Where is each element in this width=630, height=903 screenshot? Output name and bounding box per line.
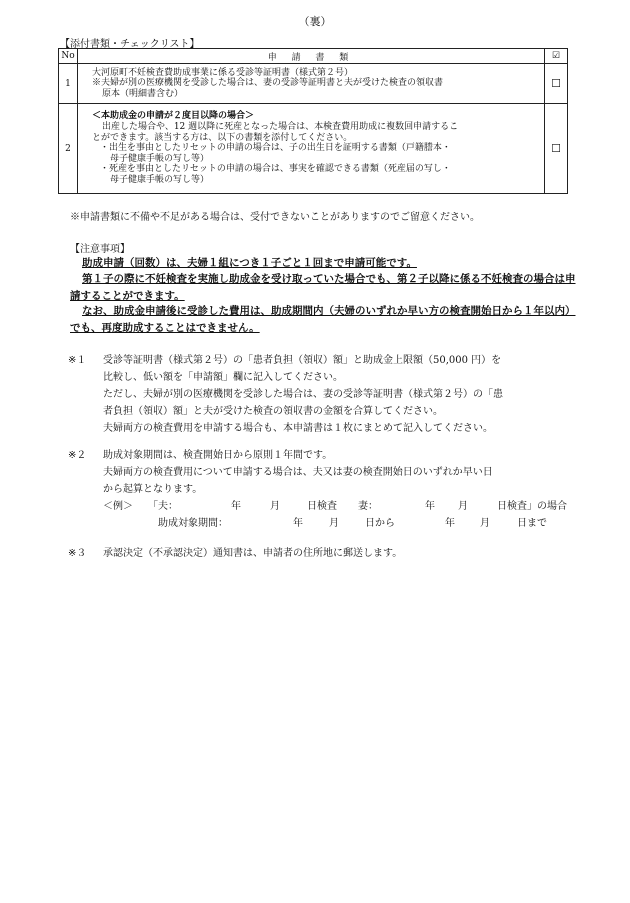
example-line-1 <box>103 498 578 515</box>
row-checkbox[interactable]: ☐ <box>545 64 568 104</box>
row-line: 出産した場合や、12 週以降に死産となった場合は、本検査費用助成に複数回申請するこ <box>102 121 459 132</box>
row-line: ・死産を事由としたリセットの申請の場合は、事実を確認できる書類（死産届の写し・ <box>100 164 451 175</box>
example-text: 日検査 <box>307 501 337 512</box>
row-line: 母子健康手帳の写し等） <box>110 153 210 164</box>
note-body <box>103 545 578 562</box>
note-line: 夫婦両方の検査費用を申請する場合も、本申請書は１枚にまとめて記入してください。 <box>103 423 493 434</box>
example-text: 月 <box>329 518 339 529</box>
note-mark: ※１ <box>68 355 87 366</box>
example-text: 日検査」の場合 <box>497 501 567 512</box>
example-text: 年 <box>293 518 303 529</box>
note-section-2 <box>68 447 578 532</box>
note-line: 者負担（領収）額」と夫が受けた検査の領収書の金額を合算してください。 <box>103 406 443 417</box>
row-content <box>78 104 545 194</box>
checklist-header-row <box>59 49 568 64</box>
note-line: 承認決定（不承認決定）通知書は、申請者の住所地に郵送します。 <box>103 548 403 559</box>
header-check-icon: ☑ <box>545 49 568 64</box>
example-text: 「夫： <box>148 501 178 512</box>
header-no: No <box>59 49 78 64</box>
checklist-title: 【添付書類・チェックリスト】 <box>60 39 200 50</box>
notes-heading: 【注意事項】 <box>70 244 130 255</box>
row-line: 大河原町不妊検査費助成事業に係る受診等証明書（様式第２号） <box>92 67 354 78</box>
row-checkbox[interactable]: ☐ <box>545 104 568 194</box>
checklist-table <box>58 48 568 194</box>
row-no: 2 <box>59 104 78 194</box>
example-text: 助成対象期間： <box>158 518 228 529</box>
warning-line: 助成申請（回数）は、夫婦１組につき１子ごと１回まで申請可能です。 <box>82 257 417 269</box>
example-line-2 <box>103 515 578 532</box>
example-text: 年 <box>445 518 455 529</box>
page-side-label: （裏） <box>298 15 332 28</box>
warning-line: なお、助成金申請後に受診した費用は、助成期間内（夫婦のいずれか早い方の検査開始日から１年以内）でも、再度助成することはできません。 <box>70 305 576 334</box>
table-row <box>59 64 568 104</box>
row-line: とができます。該当する方は、以下の書類を添付してください。 <box>92 132 353 143</box>
row-no: 1 <box>59 64 78 104</box>
example-text: 日から <box>365 518 395 529</box>
row-line: ・出生を事由としたリセットの申請の場合は、子の出生日を証明する書類（戸籍謄本・ <box>100 143 451 154</box>
row-line: 原本（明細書含む） <box>102 88 184 99</box>
row-heading: ＜本助成金の申請が２度目以降の場合＞ <box>92 111 255 122</box>
example-text: 妻： <box>358 501 378 512</box>
note-line: 夫婦両方の検査費用について申請する場合は、夫又は妻の検査開始日のいずれか早い日 <box>103 467 493 478</box>
header-documents: 申 請 書 類 <box>78 49 545 64</box>
note-section-1 <box>68 352 578 437</box>
example-label: ＜例＞ <box>103 501 133 512</box>
example-text: 月 <box>458 501 468 512</box>
note-line: ただし、夫婦が別の医療機関を受診した場合は、妻の受診等証明書（様式第２号）の「患 <box>103 389 503 400</box>
checklist-note: ※申請書類に不備や不足がある場合は、受付できないことがありますのでご留意ください。 <box>70 212 480 223</box>
warning-line: 第１子の際に不妊検査を実施し助成金を受け取っていた場合でも、第２子以降に係る不妊検査の場合は申請することができます。 <box>70 273 576 302</box>
row-line: ※夫婦が別の医療機関を受診した場合は、妻の受診等証明書と夫が受けた検査の領収書 <box>92 78 444 89</box>
note-line: 比較し、低い額を「申請額」欄に記入してください。 <box>103 372 343 383</box>
example-text: 年 <box>231 501 241 512</box>
example-text: 月 <box>480 518 490 529</box>
note-line: 受診等証明書（様式第２号）の「患者負担（領収）額」と助成金上限額（50,000 円）を <box>103 355 502 366</box>
example-text: 月 <box>270 501 280 512</box>
example-text: 年 <box>425 501 435 512</box>
row-content <box>78 64 545 104</box>
note-line: から起算となります。 <box>103 484 203 495</box>
note-section-3 <box>68 545 578 562</box>
table-row <box>59 104 568 194</box>
example-text: 日まで <box>517 518 547 529</box>
row-line: 母子健康手帳の写し等） <box>110 175 210 186</box>
note-line: 助成対象期間は、検査開始日から原則１年間です。 <box>103 450 333 461</box>
note-body <box>103 352 578 437</box>
note-body <box>103 447 578 532</box>
note-mark: ※３ <box>68 548 87 559</box>
note-mark: ※２ <box>68 450 87 461</box>
